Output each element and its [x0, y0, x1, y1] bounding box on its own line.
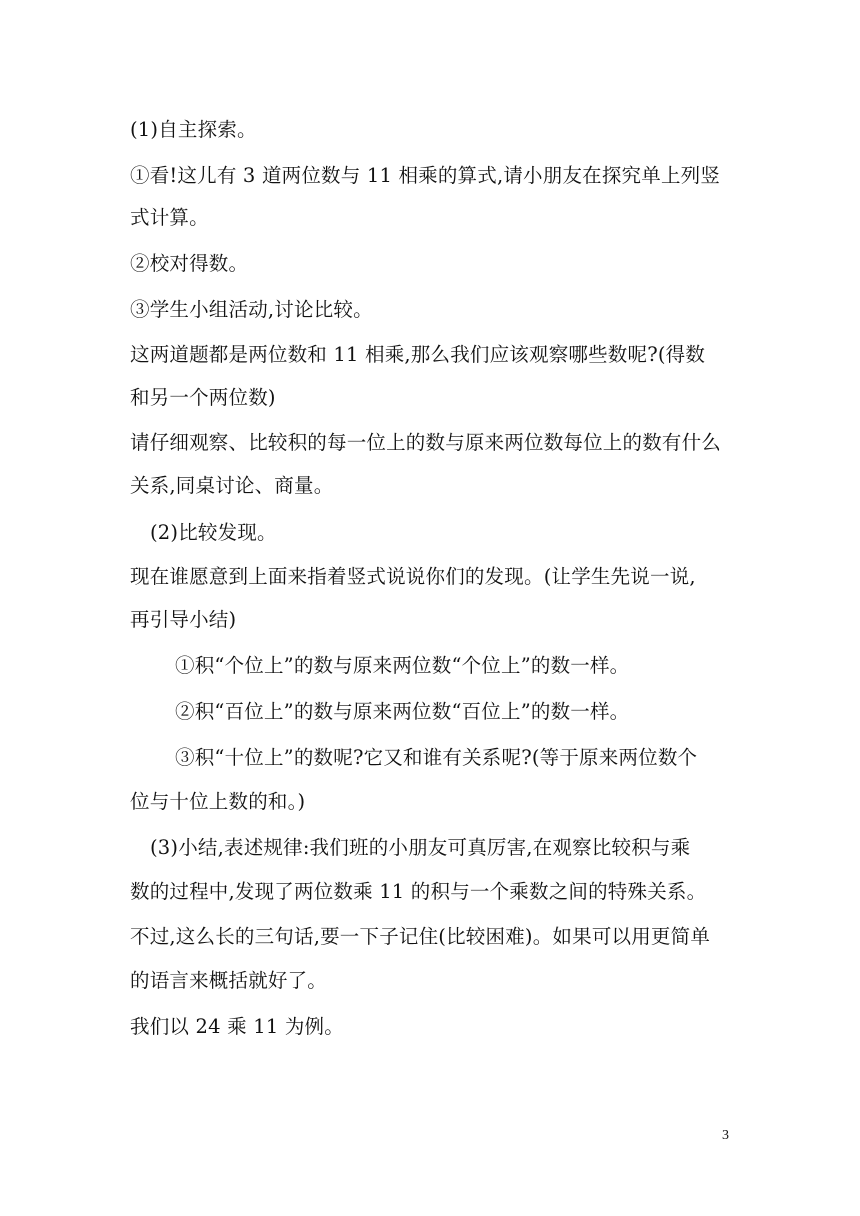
text-line-19: 不过,这么长的三句话,要一下子记住(比较困难)。如果可以用更简单 [130, 925, 711, 948]
text-line-10: (2)比较发现。 [150, 521, 277, 544]
text-line-2: ①看!这儿有 3 道两位数与 11 相乘的算式,请小朋友在探究单上列竖 [130, 164, 721, 187]
text-line-11: 现在谁愿意到上面来指着竖式说说你们的发现。(让学生先说一说, [130, 565, 696, 588]
text-line-12: 再引导小结) [130, 608, 237, 631]
text-line-1: (1)自主探索。 [130, 118, 257, 141]
text-line-14: ②积“百位上”的数与原来两位数“百位上”的数一样。 [175, 700, 630, 723]
text-line-3: 式计算。 [130, 206, 209, 229]
text-line-17: (3)小结,表述规律:我们班的小朋友可真厉害,在观察比较积与乘 [150, 836, 691, 859]
text-line-8: 请仔细观察、比较积的每一位上的数与原来两位数每位上的数有什么 [130, 431, 722, 454]
text-line-6: 这两道题都是两位数和 11 相乘,那么我们应该观察哪些数呢?(得数 [130, 343, 706, 366]
text-line-7: 和另一个两位数) [130, 386, 276, 409]
text-line-4: ②校对得数。 [130, 252, 249, 275]
page-number: 3 [722, 1128, 729, 1143]
text-line-5: ③学生小组活动,讨论比较。 [130, 298, 373, 321]
text-line-21: 我们以 24 乘 11 为例。 [130, 1015, 344, 1038]
text-line-13: ①积“个位上”的数与原来两位数“个位上”的数一样。 [175, 654, 630, 677]
text-line-18: 数的过程中,发现了两位数乘 11 的积与一个乘数之间的特殊关系。 [130, 880, 707, 903]
text-line-9: 关系,同桌讨论、商量。 [130, 474, 334, 497]
text-line-16: 位与十位上数的和。) [130, 790, 306, 813]
text-line-20: 的语言来概括就好了。 [130, 969, 328, 992]
text-line-15: ③积“十位上”的数呢?它又和谁有关系呢?(等于原来两位数个 [175, 746, 698, 769]
